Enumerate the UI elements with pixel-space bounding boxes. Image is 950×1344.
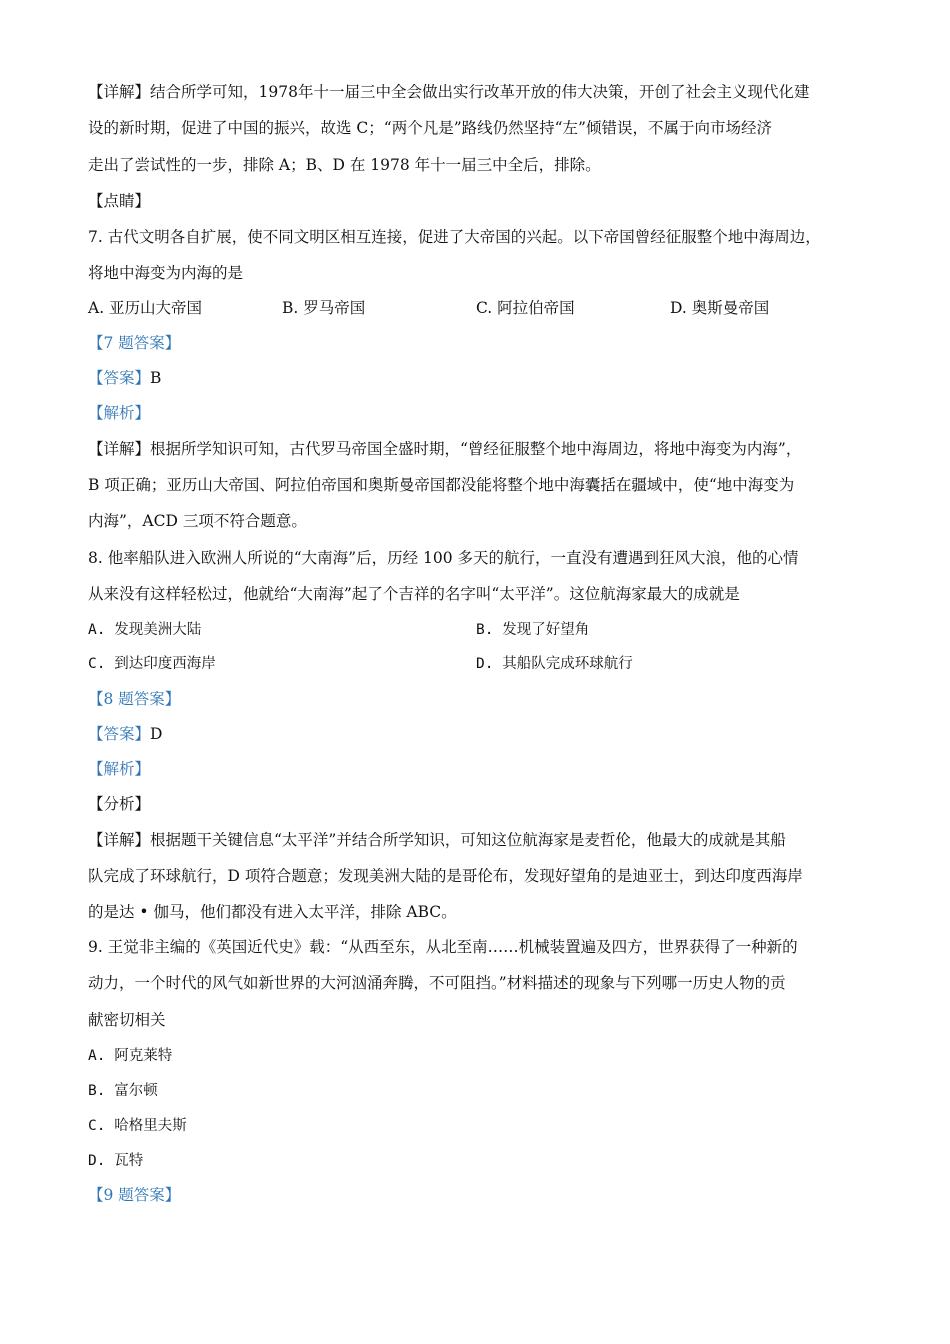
- q7-stem-line1: 7. 古代文明各自扩展，使不同文明区相互连接，促进了大帝国的兴起。以下帝国曾经征服整个地中海周边，: [88, 228, 821, 246]
- q8-detail-line3: 的是达 • 伽马，他们都没有进入太平洋，排除 ABC。: [88, 903, 457, 921]
- q9-option-b: B. 富尔顿: [88, 1083, 158, 1099]
- q9-stem-line3: 献密切相关: [88, 1011, 166, 1029]
- q9-answer-header: 【9 题答案】: [88, 1186, 181, 1204]
- q7-option-c: C. 阿拉伯帝国: [476, 299, 575, 317]
- q8-detail-line2: 队完成了环球航行，D 项符合题意；发现美洲大陆的是哥伦布，发现好望角的是迪亚士，到达印度西海岸: [88, 867, 803, 885]
- q8-answer-letter: D: [150, 725, 163, 743]
- q6-detail-line3: 走出了尝试性的一步，排除 A；B、D 在 1978 年十一届三中全后，排除。: [88, 156, 601, 174]
- q9-stem-line1: 9. 王觉非主编的《英国近代史》载：“从西至东，从北至南……机械装置遍及四方，世界获得了一种新的: [88, 938, 798, 956]
- q8-option-c: C. 到达印度西海岸: [88, 656, 216, 672]
- q8-option-b: B. 发现了好望角: [476, 622, 590, 638]
- q7-answer-letter: B: [150, 369, 162, 387]
- q8-answer: [88, 724, 880, 744]
- q8-option-d: D. 其船队完成环球航行: [476, 656, 633, 672]
- q6-dianjing: 【点睛】: [88, 192, 151, 210]
- q9-option-d: D. 瓦特: [88, 1153, 144, 1169]
- q7-option-a: A. 亚历山大帝国: [88, 299, 203, 317]
- q8-fenxi: 【分析】: [88, 795, 151, 813]
- q8-detail-line1: 【详解】根据题干关键信息“太平洋”并结合所学知识，可知这位航海家是麦哲伦，他最大的成就是其船: [88, 831, 786, 849]
- q7-option-b: B. 罗马帝国: [282, 299, 366, 317]
- q7-answer-header: 【7 题答案】: [88, 334, 181, 352]
- q7-detail-line2: B 项正确；亚历山大帝国、阿拉伯帝国和奥斯曼帝国都没能将整个地中海囊括在疆域中，使“地中海变为: [88, 476, 795, 494]
- q7-detail-line3: 内海”，ACD 三项不符合题意。: [88, 512, 307, 530]
- q8-answer-header: 【8 题答案】: [88, 690, 181, 708]
- q9-option-a: A. 阿克莱特: [88, 1048, 173, 1064]
- q6-detail-line2: 设的新时期，促进了中国的振兴，故选 C；“两个凡是”路线仍然坚持“左”倾错误，不属于向市场经济: [88, 119, 772, 137]
- q8-jiexi: 【解析】: [88, 760, 151, 778]
- q7-detail-line1: 【详解】根据所学知识可知，古代罗马帝国全盛时期，“曾经征服整个地中海周边，将地中海变为内海”，: [88, 440, 802, 458]
- q7-option-d: D. 奥斯曼帝国: [670, 299, 770, 317]
- q8-stem-line1: 8. 他率船队进入欧洲人所说的“大南海”后，历经 100 多天的航行，一直没有遭遇到狂风大浪，他的心情: [88, 549, 799, 567]
- q7-answer: [88, 368, 880, 388]
- q9-stem-line2: 动力，一个时代的风气如新世界的大河汹涌奔腾，不可阻挡。”材料描述的现象与下列哪一历史人物的贡: [88, 974, 786, 992]
- q6-detail-line1: 【详解】结合所学可知，1978年十一届三中全会做出实行改革开放的伟大决策，开创了社会主义现代化建: [88, 83, 810, 101]
- answer-tag: 【答案】: [88, 725, 151, 743]
- q7-jiexi: 【解析】: [88, 404, 151, 422]
- q8-option-a: A. 发现美洲大陆: [88, 622, 202, 638]
- q8-stem-line2: 从来没有这样轻松过，他就给“大南海”起了个吉祥的名字叫“太平洋”。这位航海家最大的成就是: [88, 585, 740, 603]
- q7-stem-line2: 将地中海变为内海的是: [88, 264, 244, 282]
- answer-tag: 【答案】: [88, 369, 151, 387]
- q9-option-c: C. 哈格里夫斯: [88, 1118, 187, 1134]
